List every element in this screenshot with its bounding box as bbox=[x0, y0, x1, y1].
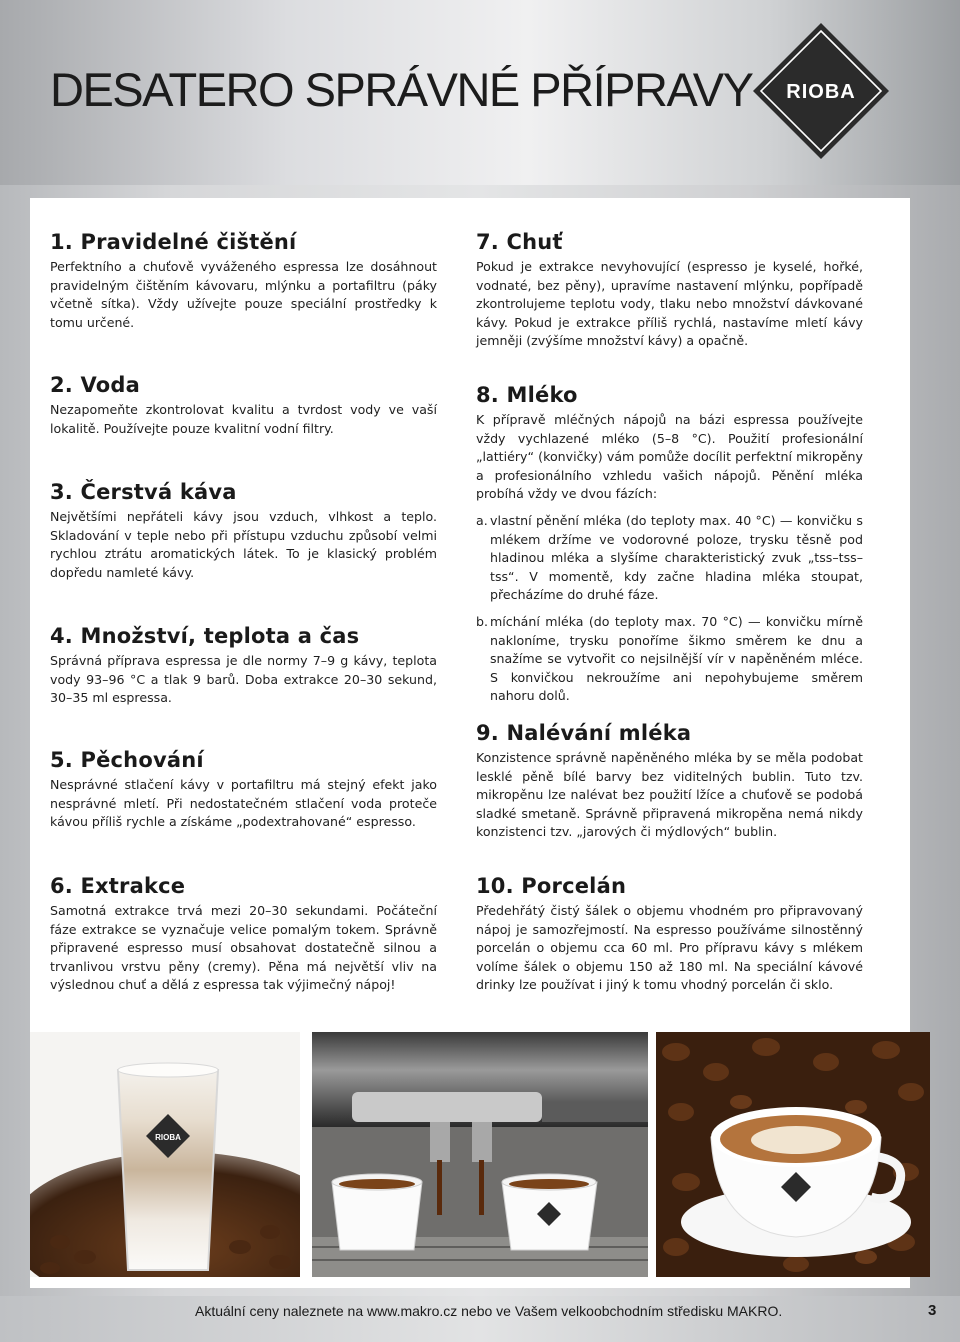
list-item bbox=[476, 613, 863, 706]
section-quantity bbox=[50, 624, 437, 708]
section-body: Největšími nepřáteli kávy jsou vzduch, vlhkost a teplo. Skladování v teple nebo při přístupu vzduchu způsobí velmi rychlou ztrátu aromatických látek. To je klasický problém dopředu namleté kávy. bbox=[50, 509, 437, 580]
page-title: DESATERO SPRÁVNÉ PŘÍPRAVY bbox=[50, 63, 753, 116]
section-porcelain bbox=[476, 874, 863, 995]
espresso-extraction-photo bbox=[312, 1032, 648, 1277]
list-item bbox=[476, 512, 863, 605]
section-title: 3. Čerstvá káva bbox=[50, 480, 237, 504]
list-marker: b. bbox=[476, 613, 488, 629]
section-title: 1. Pravidelné čištění bbox=[50, 230, 297, 254]
footer-text: Aktuální ceny naleznete na www.makro.cz nebo ve Vašem velkoobchodním středisku MAKRO. bbox=[195, 1303, 783, 1319]
cappuccino-cup-photo bbox=[656, 1032, 930, 1277]
section-body: K přípravě mléčných nápojů na bázi espressa používejte vždy vychlazené mléko (5–8 °C). Použití profesionální „lattiéry“ (konvičky) vám pomůže docílit perfektní mikropěny a profesionálního vzhledu vašich nápojů. Pěnění mléka probíhá vždy ve dvou fázích: bbox=[476, 412, 863, 502]
section-title: 4. Množství, teplota a čas bbox=[50, 624, 360, 648]
section-taste bbox=[476, 230, 863, 351]
section-title: 7. Chuť bbox=[476, 230, 563, 254]
section-title: 10. Porcelán bbox=[476, 874, 627, 898]
section-title: 8. Mléko bbox=[476, 383, 578, 407]
list-text: míchání mléka (do teploty max. 70 °C) — konvičku mírně nakloníme, trysku ponoříme šikmo směrem ke dnu a snažíme se vytvořit co nejsilnější vír v napěněném mléce. S konvičkou nekroužíme ani nepohybujeme směrem nahoru dolů. bbox=[490, 613, 863, 704]
section-body: Perfektního a chuťově vyváženého espressa lze dosáhnout pravidelným čištěním kávovaru, mlýnku a portafiltru (páky včetně sítka). Vždy užívejte pouze speciální prostředky k tomu určené. bbox=[50, 259, 437, 330]
section-title: 5. Pěchování bbox=[50, 748, 204, 772]
section-body: Nezapomeňte zkontrolovat kvalitu a tvrdost vody ve vaší lokalitě. Používejte pouze kvalitní vodní filtry. bbox=[50, 402, 437, 436]
rioba-logo bbox=[751, 21, 891, 161]
section-body: Nesprávné stlačení kávy v portafiltru má stejný efekt jako nesprávné mletí. Při nedostatečném stlačení voda proteče kávou příliš rychle a získáme „podextrahované“ espresso. bbox=[50, 777, 437, 830]
section-body: Pokud je extrakce nevyhovující (espresso je kyselé, hořké, vodnaté, bez pěny), upravíme nastavení mlýnku, popřípadě zkontrolujeme teplotu vody, tlaku nebo množství dávkované kávy. Pokud je extrakce příliš rychlá, nastavíme mletí kávy jemněji (zvýšíme množství kávy) a opačně. bbox=[476, 259, 863, 349]
logo-text: RIOBA bbox=[786, 81, 856, 103]
section-milk-pouring bbox=[476, 721, 863, 842]
section-fresh-coffee bbox=[50, 480, 437, 582]
section-water bbox=[50, 373, 437, 438]
section-body: Samotná extrakce trvá mezi 20–30 sekundami. Počáteční fáze extrakce se vyznačuje velice pomalým tokem. Správně připravené espresso musí obsahovat dostatečně silnou a trvanlivou vrstvu pěny (cremy). Pěna má největší vliv na výslednou chuť a dělá z espressa tak výjimečný nápoj! bbox=[50, 903, 437, 993]
section-body: Správná příprava espressa je dle normy 7–9 g kávy, teplota vody 93–96 °C a tlak 9 barů. Doba extrakce 20–30 sekund, 30–35 ml espressa. bbox=[50, 653, 437, 706]
glass-logo-text: RIOBA bbox=[155, 1133, 181, 1142]
section-title: 6. Extrakce bbox=[50, 874, 186, 898]
section-milk bbox=[476, 383, 863, 706]
section-tamping bbox=[50, 748, 437, 832]
list-marker: a. bbox=[476, 512, 488, 528]
section-title: 9. Nalévání mléka bbox=[476, 721, 692, 745]
section-cleaning bbox=[50, 230, 437, 332]
list-text: vlastní pěnění mléka (do teploty max. 40 °C) — konvičku s mlékem držíme ve vodorovné poloze, trysku těsně pod hladinou mléka a slyšíme charakteristický zvuk „tss–tss–tss“. V momentě, kdy začne hladina mléka stoupat, přecházíme do druhé fáze. bbox=[490, 512, 863, 603]
section-body: Konzistence správně napěněného mléka by se měla podobat lesklé pěně bílé barvy bez viditelných bublin. Tuto tzv. mikropěnu lze nalévat bez použití lžíce a chuťově se podobá sladké smetaně. Správně připravená mikropěna nemá nikdy konzistenci tzv. „jarových či mýdlových“ bublin. bbox=[476, 750, 863, 840]
section-title: 2. Voda bbox=[50, 373, 141, 397]
section-body: Předehřátý čistý šálek o objemu vhodném pro připravovaný nápoj je samozřejmostí. Na espresso používáme silnostěnný porcelán o objemu cca 60 ml. Pro přípravu kávy s mlékem volíme šálek o objemu 150 až 180 ml. Na speciální kávové drinky lze používat i jiný k tomu vhodný porcelán či sklo. bbox=[476, 903, 863, 993]
latte-glass-photo bbox=[30, 1032, 300, 1277]
page-number: 3 bbox=[928, 1302, 937, 1319]
header bbox=[0, 0, 960, 185]
section-extraction bbox=[50, 874, 437, 995]
